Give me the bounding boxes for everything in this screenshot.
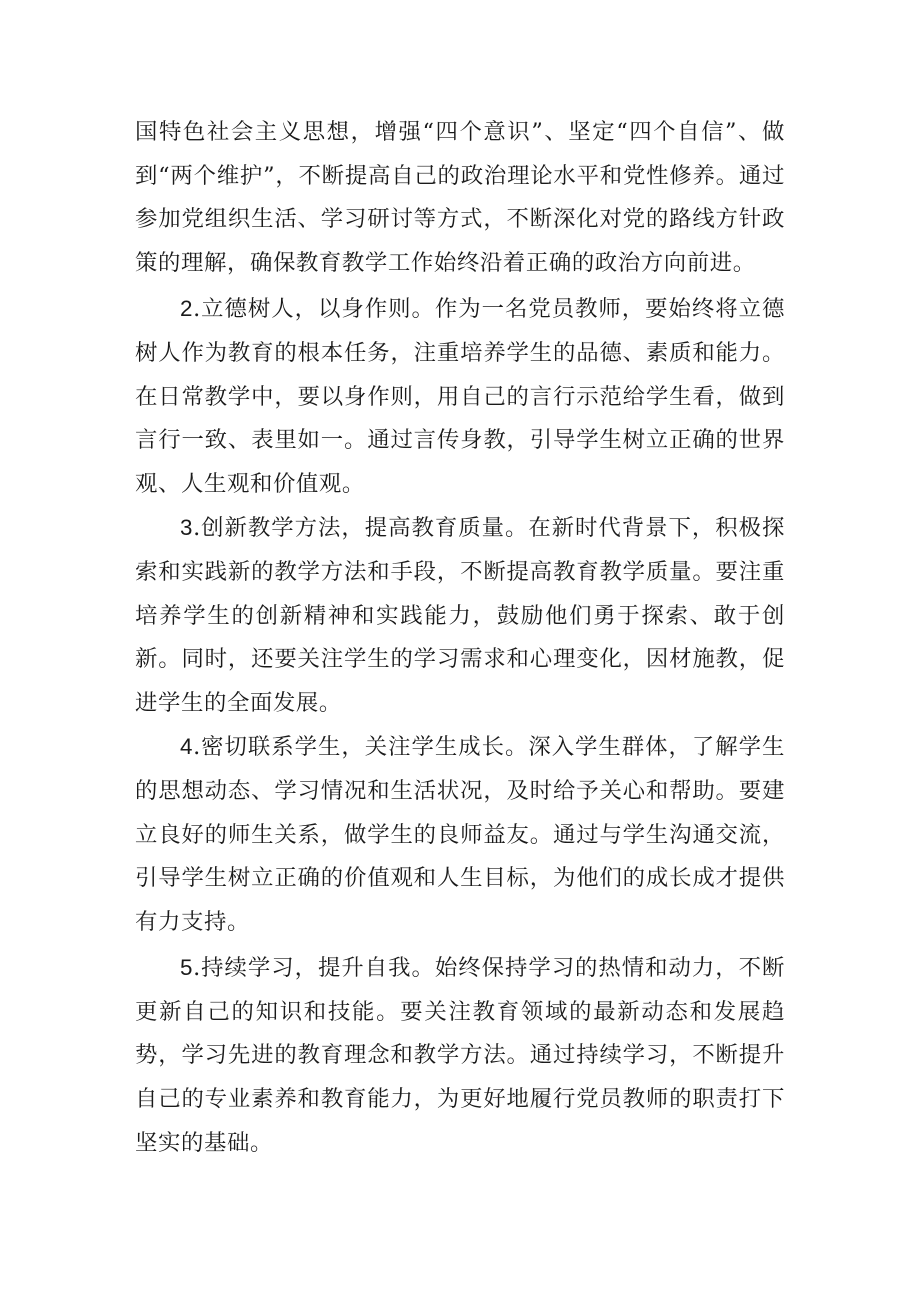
item-number: 4 bbox=[180, 734, 194, 760]
item-number: 5 bbox=[180, 955, 194, 981]
paragraph-text: .持续学习，提升自我。始终保持学习的热情和动力，不断更新自己的知识和技能。要关注教育领域的最新动态和发展趋势，学习先进的教育理念和教学方法。通过持续学习，不断提升自己的专业素养和教育能力，为更好地履行党员教师的职责打下坚实的基础。 bbox=[135, 955, 785, 1156]
item-number: 3 bbox=[180, 515, 194, 541]
paragraph-text: .密切联系学生，关注学生成长。深入学生群体，了解学生的思想动态、学习情况和生活状况，及时给予关心和帮助。要建立良好的师生关系，做学生的良师益友。通过与学生沟通交流，引导学生树立正确的价值观和人生目标，为他们的成长成才提供有力支持。 bbox=[135, 734, 785, 935]
paragraph-continued bbox=[135, 111, 785, 285]
paragraph-item-5 bbox=[135, 946, 785, 1165]
paragraph-text: 国特色社会主义思想，增强“四个意识”、坚定“四个自信”、做到“两个维护”，不断提高自己的政治理论水平和党性修养。通过参加党组织生活、学习研讨等方式，不断深化对党的路线方针政策的理解，确保教育教学工作始终沿着正确的政治方向前进。 bbox=[135, 119, 785, 276]
paragraph-item-4 bbox=[135, 725, 785, 944]
paragraph-item-3 bbox=[135, 506, 785, 725]
paragraph-item-2 bbox=[135, 287, 785, 506]
document-body bbox=[135, 111, 785, 1165]
item-number: 2 bbox=[180, 296, 194, 322]
paragraph-text: .创新教学方法，提高教育质量。在新时代背景下，积极探索和实践新的教学方法和手段，不断提高教育教学质量。要注重培养学生的创新精神和实践能力，鼓励他们勇于探索、敢于创新。同时，还要关注学生的学习需求和心理变化，因材施教，促进学生的全面发展。 bbox=[135, 515, 785, 716]
paragraph-text: .立德树人，以身作则。作为一名党员教师，要始终将立德树人作为教育的根本任务，注重培养学生的品德、素质和能力。在日常教学中，要以身作则，用自己的言行示范给学生看，做到言行一致、表里如一。通过言传身教，引导学生树立正确的世界观、人生观和价值观。 bbox=[135, 296, 785, 497]
